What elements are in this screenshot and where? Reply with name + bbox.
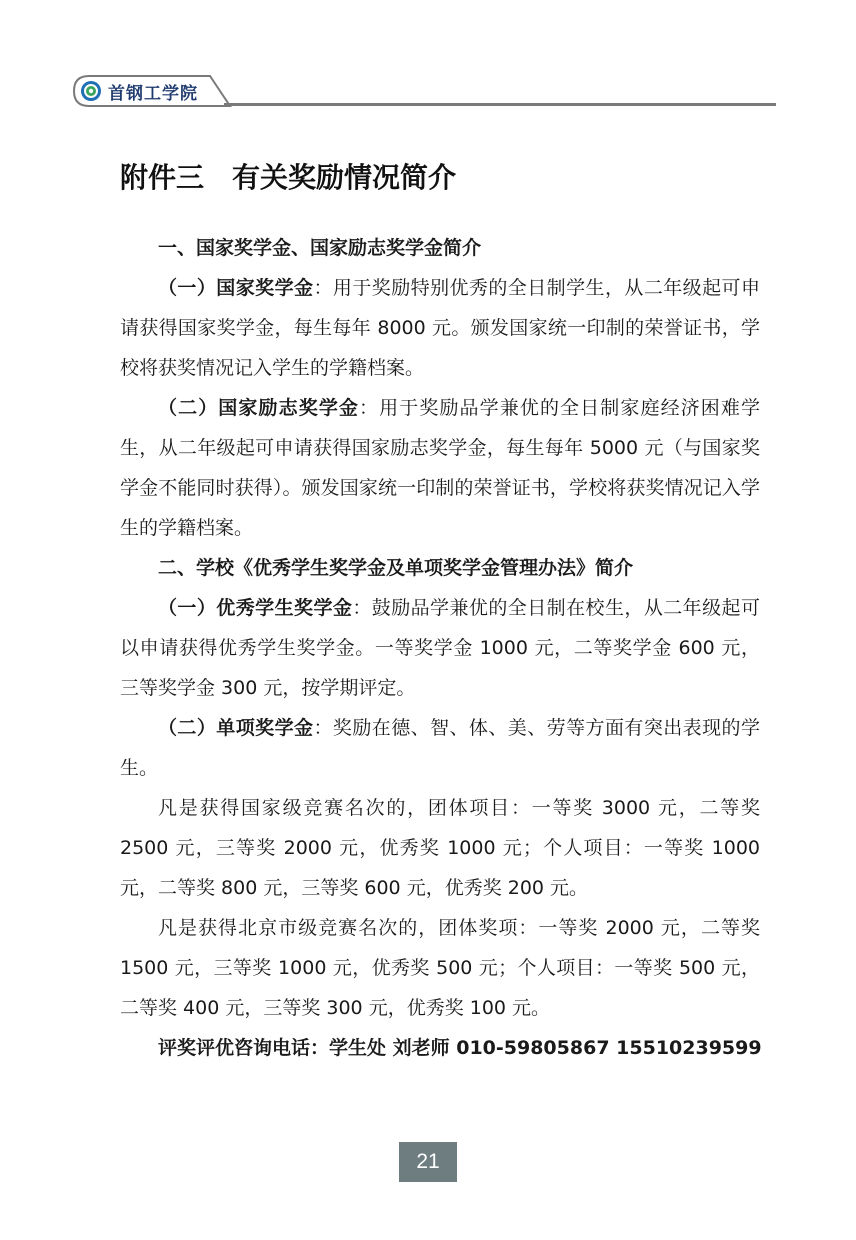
paragraph-text: ：鼓励品学兼优的全日制在校生，从二年级起可以申请获得优秀学生奖学金。一等奖学金 1000 元，二等奖学金 600 元，三等奖学金 300 元，按学期评定。 <box>120 597 760 699</box>
school-name: 首钢工学院 <box>108 84 198 104</box>
contact-line: 评奖评优咨询电话：学生处 刘老师 010-59805867 15510239599 <box>158 1037 762 1059</box>
section-heading: 二、学校《优秀学生奖学金及单项奖学金管理办法》简介 <box>158 557 634 579</box>
paragraph: 凡是获得国家级竞赛名次的，团体项目：一等奖 3000 元，二等奖 2500 元，三等奖 2000 元，优秀奖 1000 元；个人项目：一等奖 1000 元，二等奖 800 元，三等奖 600 元，优秀奖 200 元。 <box>120 797 760 899</box>
paragraph <box>120 708 760 788</box>
paragraph: 凡是获得北京市级竞赛名次的，团体奖项：一等奖 2000 元，二等奖 1500 元，三等奖 1000 元，优秀奖 500 元；个人项目：一等奖 500 元，二等奖 400 元，三等奖 300 元，优秀奖 100 元。 <box>120 917 760 1019</box>
paragraph-text: ：奖励在德、智、体、美、劳等方面有突出表现的学生。 <box>120 717 760 779</box>
paragraph-text: ：用于奖励特别优秀的全日制学生，从二年级起可申请获得国家奖学金，每生每年 8000 元。颁发国家统一印制的荣誉证书，学校将获奖情况记入学生的学籍档案。 <box>120 277 760 379</box>
header-rule <box>224 103 776 106</box>
term-label: （一）国家奖学金 <box>158 277 314 299</box>
paragraph-text: ：用于奖励品学兼优的全日制家庭经济困难学生，从二年级起可申请获得国家励志奖学金，每生每年 5000 元（与国家奖学金不能同时获得）。颁发国家统一印制的荣誉证书，学校将获奖情况记入学生的学籍档案。 <box>120 397 760 539</box>
paragraph <box>120 588 760 708</box>
page-title: 附件三 有关奖励情况简介 <box>120 161 457 194</box>
school-logo-icon <box>80 80 102 102</box>
page-number: 21 <box>399 1142 457 1182</box>
term-label: （一）优秀学生奖学金 <box>158 597 353 619</box>
section-heading: 一、国家奖学金、国家励志奖学金简介 <box>158 237 482 259</box>
paragraph <box>120 268 760 388</box>
paragraph <box>120 388 760 548</box>
document-body <box>120 228 760 1068</box>
term-label: （二）单项奖学金 <box>158 717 314 739</box>
term-label: （二）国家励志奖学金 <box>158 397 360 419</box>
